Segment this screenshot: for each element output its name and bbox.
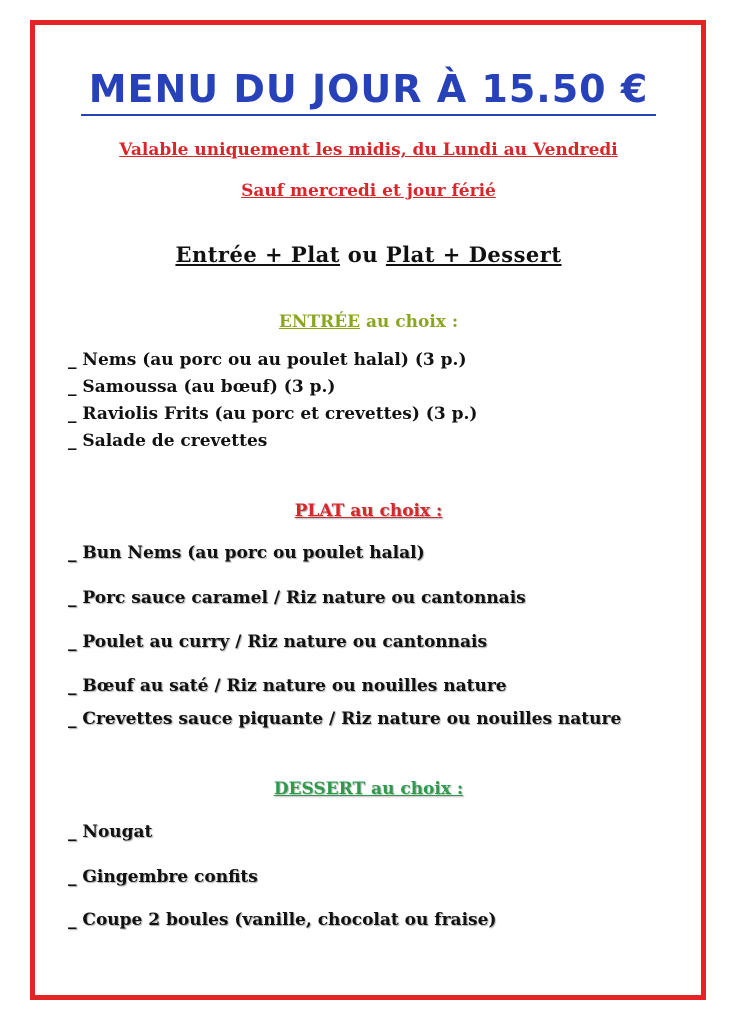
- plat-item: _ Bœuf au saté / Riz nature ou nouilles nature: [68, 676, 507, 696]
- entree-item: _ Salade de crevettes: [68, 431, 268, 451]
- dessert-item: _ Nougat: [68, 822, 153, 842]
- plat-heading: PLAT au choix :: [294, 501, 443, 521]
- formula-connector: ou: [340, 242, 386, 267]
- dessert-item: _ Coupe 2 boules (vanille, chocolat ou fraise): [68, 910, 497, 930]
- formula-option-2: Plat + Dessert: [385, 242, 562, 267]
- entree-heading-rest: au choix :: [360, 312, 459, 332]
- availability-note: Valable uniquement les midis, du Lundi au Vendredi: [119, 140, 618, 160]
- plat-item: _ Poulet au curry / Riz nature ou cantonnais: [68, 632, 488, 652]
- plat-item: _ Crevettes sauce piquante / Riz nature ou nouilles nature: [68, 709, 622, 729]
- plat-item: _ Bun Nems (au porc ou poulet halal): [68, 543, 425, 563]
- entree-heading: [0, 314, 737, 331]
- entree-item: _ Nems (au porc ou au poulet halal) (3 p.): [68, 350, 467, 370]
- entree-item: _ Samoussa (au bœuf) (3 p.): [68, 377, 336, 397]
- dessert-heading: DESSERT au choix :: [273, 779, 464, 799]
- entree-item: _ Raviolis Frits (au porc et crevettes) (3 p.): [68, 404, 478, 424]
- menu-title: MENU DU JOUR À 15.50 €: [0, 70, 737, 108]
- dessert-item: _ Gingembre confits: [68, 867, 258, 887]
- entree-heading-main: ENTRÉE: [278, 312, 361, 332]
- plat-item: _ Porc sauce caramel / Riz nature ou cantonnais: [68, 588, 526, 608]
- formula-option-1: Entrée + Plat: [175, 242, 340, 267]
- menu-formula: [0, 244, 737, 265]
- exception-note: Sauf mercredi et jour férié: [241, 181, 496, 201]
